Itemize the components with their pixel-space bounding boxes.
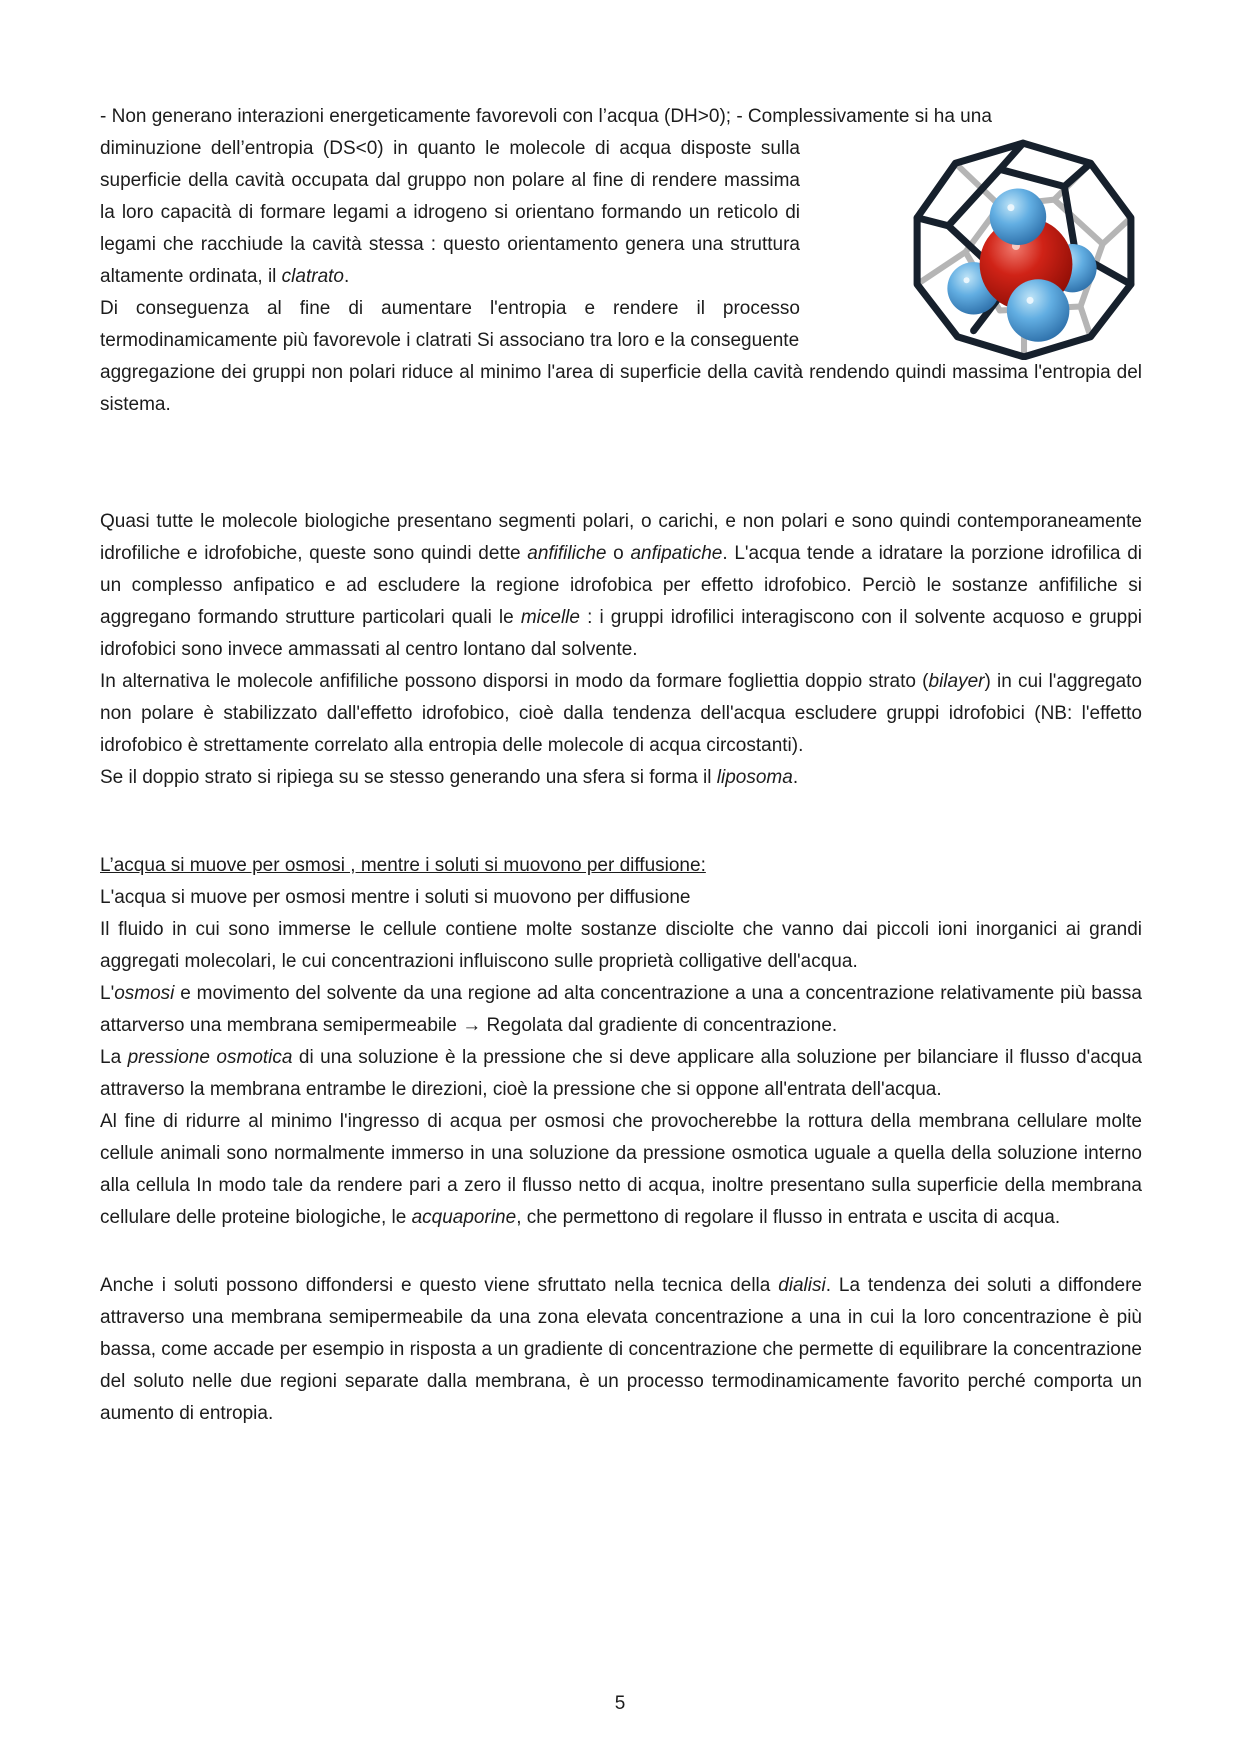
text-block-wrapped-around-figure: [100, 133, 800, 357]
paragraph-fluid-solutes: Il fluido in cui sono immerse le cellule contiene molte sostanze disciolte che vanno dai piccoli ioni inorganici ai grandi aggregati molecolari, le cui concentrazioni influiscono sulle proprietà colligative dell'acqua.: [100, 919, 1142, 972]
paragraph-osmotic-pressure: La pressione osmotica di una soluzione è la pressione che si deve applicare alla soluzione per bilanciare il flusso d'acqua attraverso la membrana entrambe le direzioni, cioè la pressione che si oppone all'entrata dell'acqua.: [100, 1047, 1142, 1100]
paragraph-liposome: Se il doppio strato si ripiega su se stesso generando una sfera si forma il liposoma.: [100, 767, 799, 788]
paragraph-amphiphilic: Quasi tutte le molecole biologiche presentano segmenti polari, o carichi, e non polari e sono quindi contemporaneamente idrofiliche e idrofobiche, queste sono quindi dette anfifiliche o anfipatiche. L'acqua tende a idratare la porzione idrofilica di un complesso anfipatico e ad escludere la regione idrofobica per effetto idrofobico. Perciò le sostanze anfifiliche si aggregano formando strutture particolari quali le micelle : i gruppi idrofilici interagiscono con il solvente acquoso e gruppi idrofobici sono invece ammassati al centro lontano dal solvente.: [100, 511, 1142, 660]
clathrate-figure: [903, 138, 1143, 360]
paragraph-clathrate-line1: - Non generano interazioni energeticamente favorevoli con l’acqua (DH>0); - Complessivamente si ha una: [100, 106, 992, 127]
paragraph-osmosis-intro: L'acqua si muove per osmosi mentre i soluti si muovono per diffusione: [100, 887, 691, 908]
hydrogen-atom-bottom: [1007, 279, 1070, 342]
hydrogen-top-highlight: [1007, 204, 1014, 211]
paragraph-aquaporins: Al fine di ridurre al minimo l'ingresso di acqua per osmosi che provocherebbe la rottura della membrana cellulare molte cellule animali sono normalmente immerso in una soluzione da pressione osmotica uguale a quella della soluzione interno alla cellula In modo tale da rendere pari a zero il flusso netto di acqua, inoltre presentano sulla superficie della membrana cellulare delle proteine biologiche, le acquaporine, che permettono di regolare il flusso in entrata e uscita di acqua.: [100, 1111, 1142, 1228]
paragraph-bilayer: In alternativa le molecole anfifiliche possono disporsi in modo da formare fogliettia doppio strato (bilayer) in cui l'aggregato non polare è stabilizzato dall'effetto idrofobico, cioè dalla tendenza dell'acqua escludere gruppi idrofobici (NB: l'effetto idrofobico è strettamente correlato alla entropia delle molecole di acqua circostanti).: [100, 671, 1142, 756]
paragraph-clathrate-aggregation-cont: aggregazione dei gruppi non polari riduce al minimo l'area di superficie della cavità rendendo quindi massima l'entropia del sistema.: [100, 362, 1142, 415]
clathrate-cage-icon: [903, 138, 1143, 360]
hydrogen-bottom-highlight: [1027, 297, 1034, 304]
water-molecule: [947, 188, 1096, 341]
hydrogen-atom-top: [990, 188, 1046, 244]
paragraph-osmosis-definition: L'osmosi e movimento del solvente da una regione ad alta concentrazione a una a concentrazione relativamente più bassa attarverso una membrana semipermeabile → Regolata dal gradiente di concentrazione.: [100, 983, 1142, 1036]
paragraph-clathrate-rest: diminuzione dell’entropia (DS<0) in quanto le molecole di acqua disposte sulla superficie della cavità occupata dal gruppo non polare al fine di rendere massima la loro capacità di formare legami a idrogeno si orientano formando un reticolo di legami che racchiude la cavità stessa : questo orientamento genera una struttura altamente ordinata, il clatrato.: [100, 138, 800, 287]
section-heading-osmosis: L’acqua si muove per osmosi , mentre i soluti si muovono per diffusione:: [100, 855, 706, 876]
paragraph-clathrate-aggregation: Di conseguenza al fine di aumentare l'entropia e rendere il processo termodinamicamente più favorevole i clatrati Si associano tra loro e la conseguente: [100, 298, 800, 351]
paragraph-dialysis: Anche i soluti possono diffondersi e questo viene sfruttato nella tecnica della dialisi. La tendenza dei soluti a diffondere attraverso una membrana semipermeabile da una zona elevata concentrazione a una in cui la loro concentrazione è più bassa, come accade per esempio in risposta a un gradiente di concentrazione che permette di equilibrare la concentrazione del soluto nelle due regioni separate dalla membrana, è un processo termodinamicamente favorito perché comporta un aumento di entropia.: [100, 1275, 1142, 1424]
hydrogen-left-highlight: [964, 277, 970, 283]
page-number: 5: [614, 1693, 626, 1714]
